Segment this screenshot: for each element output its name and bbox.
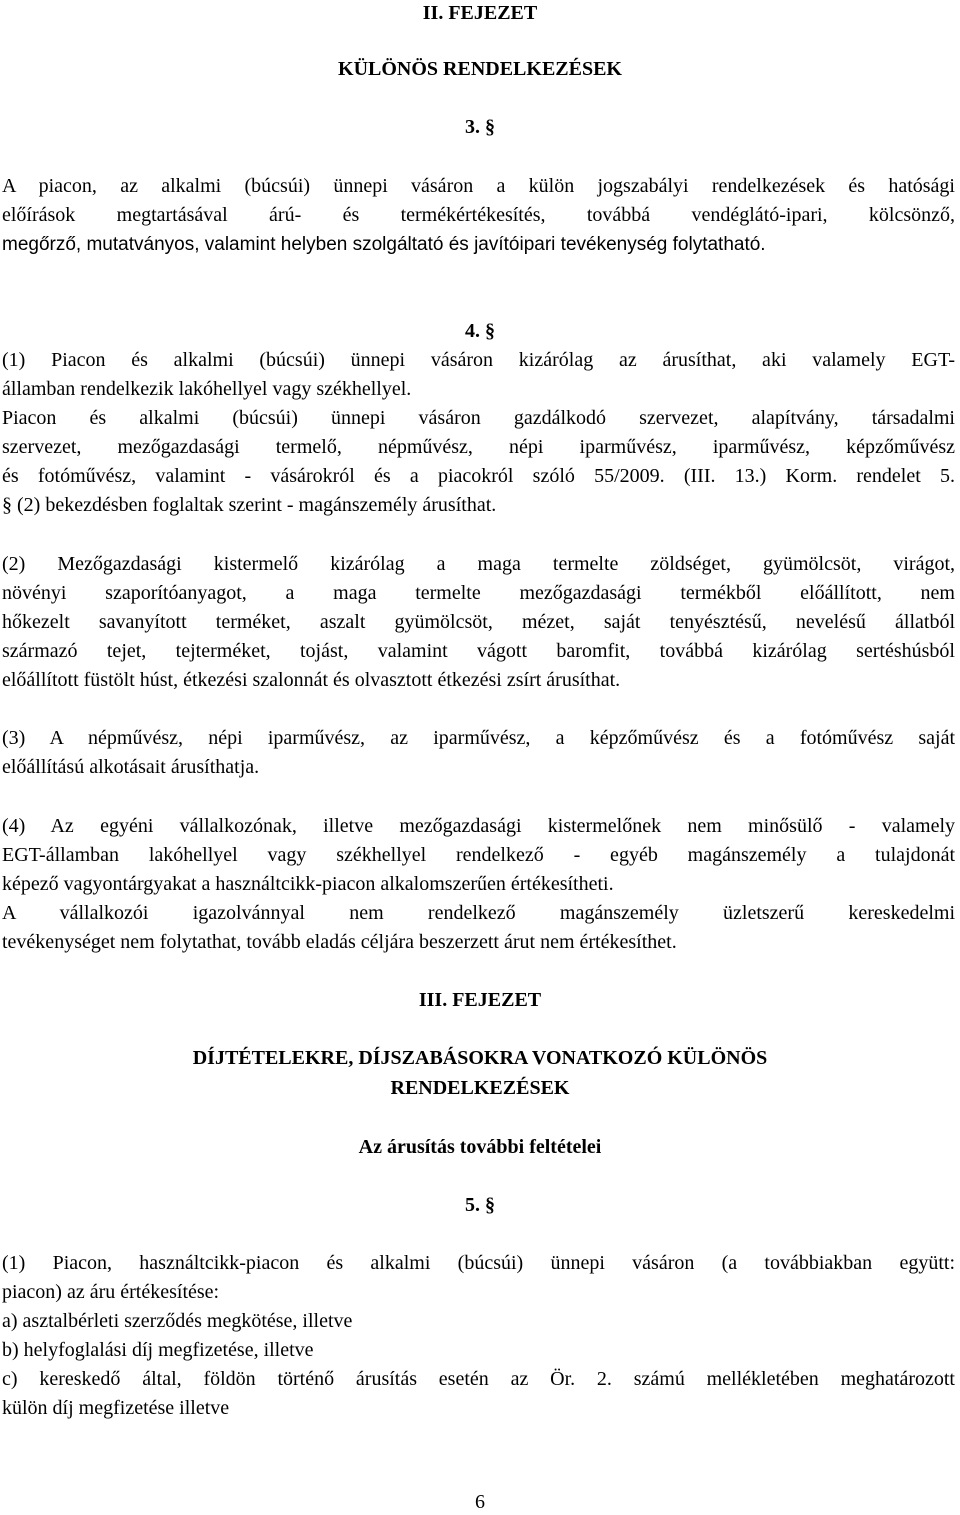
section-5-line-2: piacon) az áru értékesítése: <box>2 1281 220 1303</box>
section-4-p2-line-3: hőkezelt savanyított terméket, aszalt gyümölcsöt, mézet, saját tenyésztésű, nevelésű állatból <box>2 611 955 633</box>
section-5-heading: 5. § <box>465 1194 495 1216</box>
section-3-line-1: A piacon, az alkalmi (búcsúi) ünnepi vásáron a külön jogszabályi rendelkezések és hatósági <box>2 175 955 197</box>
section-4-p4-line-2: EGT-államban lakóhellyel vagy székhellyel rendelkező - egyéb magánszemély a tulajdonát <box>2 844 955 866</box>
section-4-p3-line-1: (3) A népművész, népi iparművész, az iparművész, a képzőművész és a fotóművész saját <box>2 727 955 749</box>
section-4-paragraph-2 <box>2 550 955 695</box>
chapter-3-title-line-1: DÍJTÉTELEKRE, DÍJSZABÁSOKRA VONATKOZÓ KÜLÖNÖS <box>192 1047 768 1069</box>
section-4-heading: 4. § <box>465 320 495 342</box>
section-4-p4-line-4: A vállalkozói igazolvánnyal nem rendelkező magánszemély üzletszerű kereskedelmi <box>2 902 955 924</box>
section-5-paragraph <box>2 1249 955 1423</box>
section-4-p2-line-4: származó tejet, tejterméket, tojást, valamint vágott baromfit, továbbá kizárólag sertéshúsból <box>2 640 955 662</box>
chapter-3-title-line-2: RENDELKEZÉSEK <box>390 1077 570 1099</box>
section-4-p4-line-1: (4) Az egyéni vállalkozónak, illetve mezőgazdasági kistermelőnek nem minősülő - valamely <box>2 815 955 837</box>
section-4-p2-line-5: előállított füstölt húst, étkezési szalonnát és olvasztott étkezési zsírt árusíthat. <box>2 669 621 691</box>
section-4-p4-line-5: tevékenységet nem folytathat, tovább eladás céljára beszerzett árut nem értékesíthet. <box>2 931 677 953</box>
section-5-line-6: külön díj megfizetése illetve <box>2 1397 230 1419</box>
chapter-2-heading: II. FEJEZET <box>422 2 538 24</box>
chapter-3-heading: III. FEJEZET <box>418 989 542 1011</box>
section-4-p1-line-3: Piacon és alkalmi (búcsúi) ünnepi vásáron gazdálkodó szervezet, alapítvány, társadalmi <box>2 407 955 429</box>
section-4-p1-line-4: szervezet, mezőgazdasági termelő, népművész, népi iparművész, iparművész, képzőművész <box>2 436 955 458</box>
section-3-heading: 3. § <box>465 116 495 138</box>
section-4-p4-line-3: képező vagyontárgyakat a használtcikk-piacon alkalomszerűen értékesítheti. <box>2 873 614 895</box>
section-4-paragraph-1 <box>2 346 955 520</box>
section-3-line-3: megőrző, mutatványos, valamint helyben szolgáltató és javítóipari tevékenység folytatható. <box>2 234 766 255</box>
section-4-p1-line-2: államban rendelkezik lakóhellyel vagy székhellyel. <box>2 378 412 400</box>
section-4-paragraph-3 <box>2 724 955 782</box>
section-4-paragraph-4 <box>2 812 955 957</box>
section-4-p2-line-2: növényi szaporítóanyagot, a maga termelte mezőgazdasági termékből előállított, nem <box>2 582 955 604</box>
section-5-line-3: a) asztalbérleti szerződés megkötése, illetve <box>2 1310 353 1332</box>
section-5-line-4: b) helyfoglalási díj megfizetése, illetve <box>2 1339 314 1361</box>
section-4-p1-line-6: § (2) bekezdésben foglaltak szerint - magánszemély árusíthat. <box>2 494 497 516</box>
section-5-line-5: c) kereskedő által, földön történő árusítás esetén az Ör. 2. számú mellékletében meghatározott <box>2 1368 955 1390</box>
section-4-p2-line-1: (2) Mezőgazdasági kistermelő kizárólag a maga termelte zöldséget, gyümölcsöt, virágot, <box>2 553 955 575</box>
section-3-line-2: előírások megtartásával árú- és termékértékesítés, továbbá vendéglátó-ipari, kölcsönző, <box>2 204 955 226</box>
section-5-line-1: (1) Piacon, használtcikk-piacon és alkalmi (búcsúi) ünnepi vásáron (a továbbiakban együtt: <box>2 1252 955 1274</box>
section-4-p1-line-1: (1) Piacon és alkalmi (búcsúi) ünnepi vásáron kizárólag az árusíthat, aki valamely EGT- <box>2 349 955 371</box>
section-4-p1-line-5: és fotóművész, valamint - vásárokról és a piacokról szóló 55/2009. (III. 13.) Korm. rendelet 5. <box>2 465 955 487</box>
page-number: 6 <box>475 1491 485 1513</box>
section-4-p3-line-2: előállítású alkotásait árusíthatja. <box>2 756 260 778</box>
chapter-2-title: KÜLÖNÖS RENDELKEZÉSEK <box>338 58 622 80</box>
chapter-3-subtitle: Az árusítás további feltételei <box>358 1136 602 1158</box>
section-3-paragraph <box>2 172 955 259</box>
